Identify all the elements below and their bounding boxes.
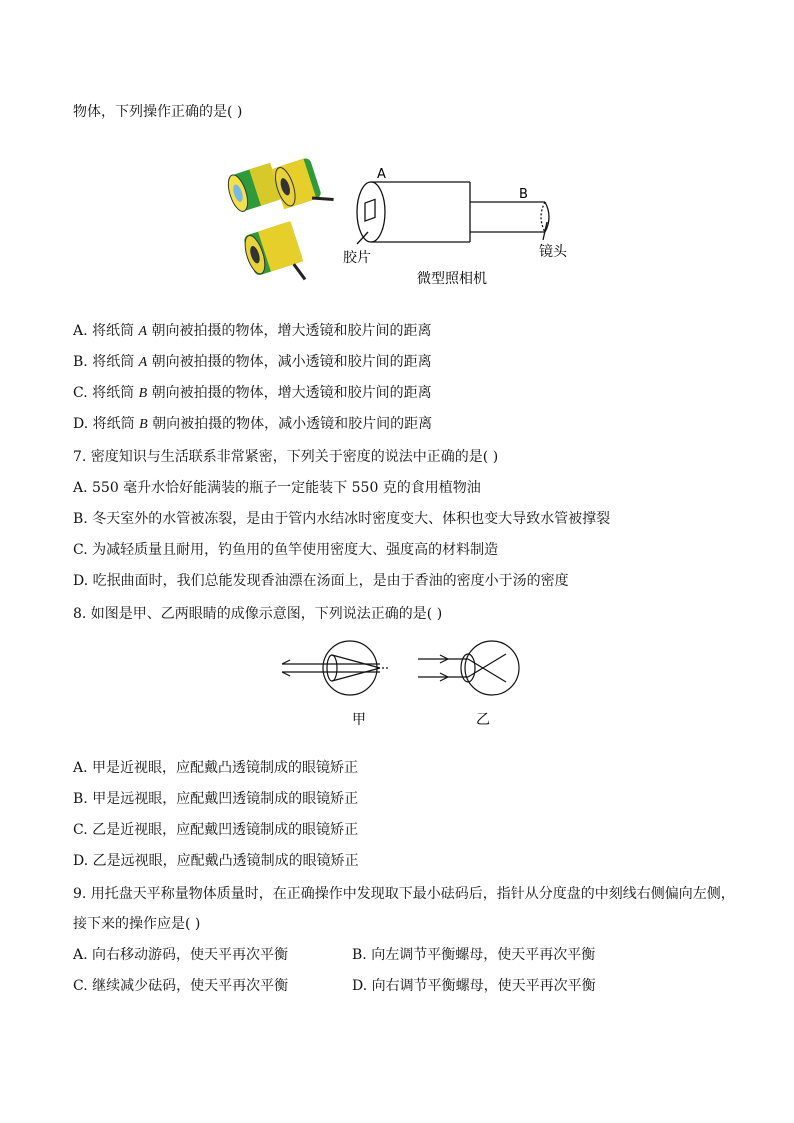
- q8-option-d: D. 乙是远视眼，应配戴凸透镜制成的眼镜矫正: [73, 853, 359, 869]
- q7-option-b: B. 冬天室外的水管被冻裂，是由于管内水结冰时密度变大、体积也变大导致水管被撑裂: [73, 511, 611, 527]
- q9-option-b: B. 向左调节平衡螺母，使天平再次平衡: [352, 947, 596, 963]
- camera-figure: [225, 152, 575, 292]
- label-yi: 乙: [476, 712, 490, 728]
- label-jia: 甲: [352, 712, 366, 728]
- q9-option-a: A. 向右移动游码，使天平再次平衡: [73, 947, 289, 963]
- eye-left: [282, 641, 390, 695]
- q8-option-a: A. 甲是近视眼，应配戴凸透镜制成的眼镜矫正: [73, 760, 359, 776]
- label-film: 胶片: [343, 250, 371, 266]
- q6-stem-tail: 物体，下列操作正确的是( ): [73, 104, 243, 120]
- q9-option-d: D. 向右调节平衡螺母，使天平再次平衡: [352, 978, 596, 994]
- q6-option-b: B. 将纸筒 A 朝向被拍摄的物体，减小透镜和胶片间的距离: [73, 354, 432, 370]
- label-b: B: [519, 187, 528, 202]
- q9-stem-line2: 接下来的操作应是( ): [73, 916, 201, 932]
- eye-figure: [270, 638, 530, 736]
- q8-option-b: B. 甲是远视眼，应配戴凹透镜制成的眼镜矫正: [73, 791, 359, 807]
- label-a: A: [377, 167, 386, 182]
- figure-caption: 微型照相机: [417, 271, 487, 287]
- q7-option-c: C. 为减轻质量且耐用，钓鱼用的鱼竿使用密度大、强度高的材料制造: [73, 542, 499, 558]
- q8-option-c: C. 乙是近视眼，应配戴凹透镜制成的眼镜矫正: [73, 822, 359, 838]
- q6-option-c: C. 将纸筒 B 朝向被拍摄的物体，增大透镜和胶片间的距离: [73, 385, 432, 401]
- q8-stem: 8. 如图是甲、乙两眼睛的成像示意图，下列说法正确的是( ): [73, 606, 443, 622]
- q7-option-d: D. 吃抿曲面时，我们总能发现香油漂在汤面上，是由于香油的密度小于汤的密度: [73, 573, 569, 589]
- paper-tube-photo: [225, 154, 334, 292]
- q9-option-c: C. 继续减少砝码，使天平再次平衡: [73, 978, 289, 994]
- q9-stem-line1: 9. 用托盘天平称量物体质量时，在正确操作中发现取下最小砝码后，指针从分度盘的中刻线右侧偏向左侧，: [73, 886, 735, 902]
- q7-option-a: A. 550 毫升水恰好能满装的瓶子一定能装下 550 克的食用植物油: [73, 480, 481, 496]
- q6-option-d: D. 将纸筒 B 朝向被拍摄的物体，减小透镜和胶片间的距离: [73, 416, 433, 432]
- q7-stem: 7. 密度知识与生活联系非常紧密，下列关于密度的说法中正确的是( ): [73, 449, 499, 465]
- label-lens: 镜头: [539, 244, 567, 260]
- q6-option-a: A. 将纸筒 A 朝向被拍摄的物体，增大透镜和胶片间的距离: [73, 323, 432, 339]
- eye-right: [418, 641, 519, 695]
